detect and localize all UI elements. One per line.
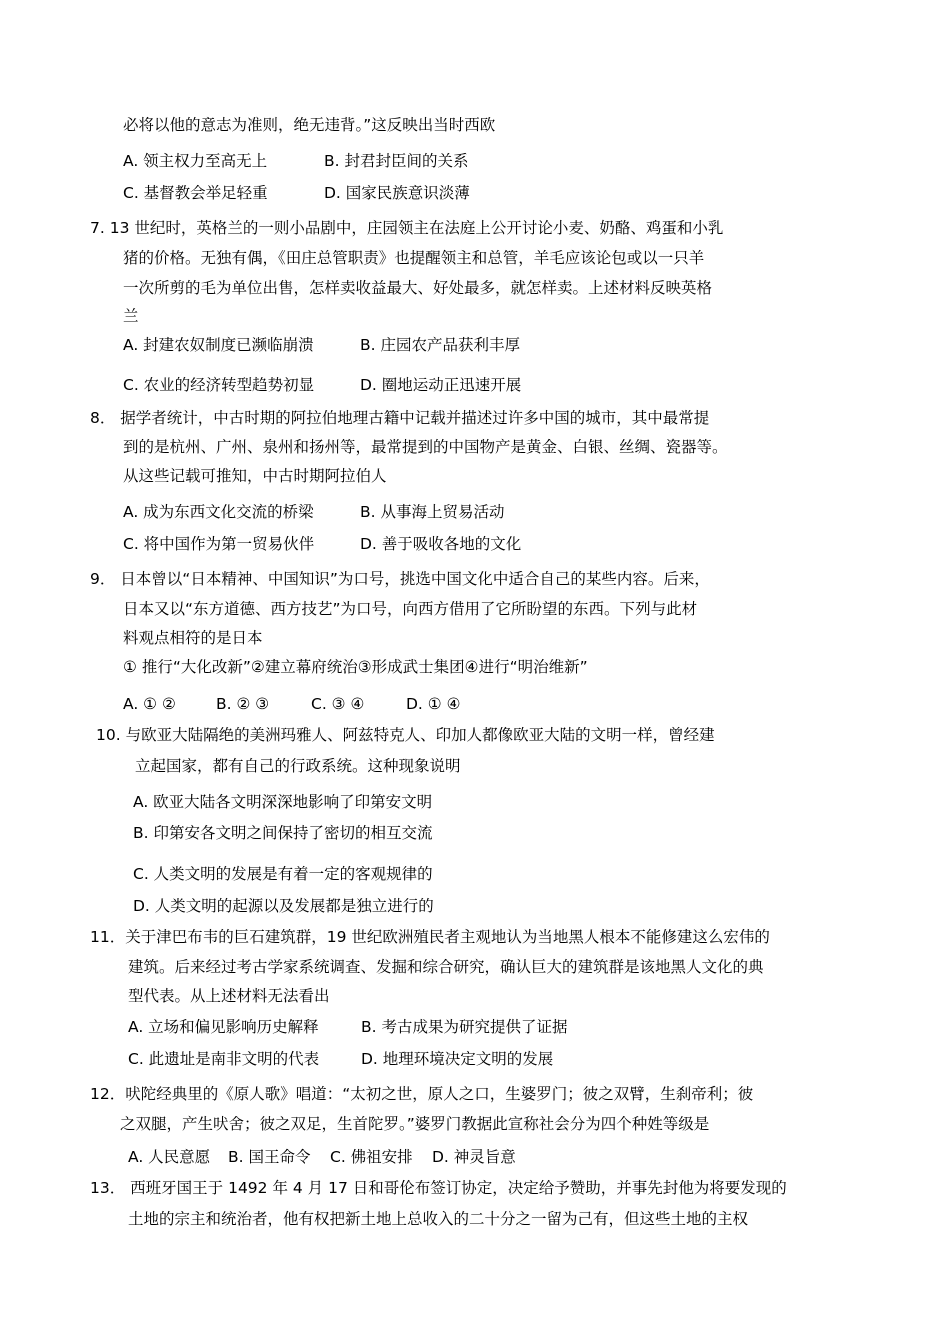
q10-option-d: D. 人类文明的起源以及发展都是独立进行的 [133, 897, 434, 915]
q8-option-c: C. 将中国作为第一贸易伙伴 [123, 535, 315, 553]
q8-stem-line-3: 从这些记载可推知，中古时期阿拉伯人 [123, 467, 387, 485]
q12-option-b: B. 国王命令 [228, 1148, 311, 1166]
q11-stem-line-1: 11．关于津巴布韦的巨石建筑群，19 世纪欧洲殖民者主观地认为当地黑人根本不能修建这么宏伟的 [90, 928, 770, 946]
q11-option-b: B. 考古成果为研究提供了证据 [361, 1018, 568, 1036]
q10-option-a: A. 欧亚大陆各文明深深地影响了印第安文明 [133, 793, 433, 811]
q11-stem-line-2: 建筑。后来经过考古学家系统调查、发掘和综合研究，确认巨大的建筑群是该地黑人文化的典 [128, 958, 764, 976]
q7-option-c: C. 农业的经济转型趋势初显 [123, 376, 315, 394]
q12-stem-line-1: 12．吠陀经典里的《原人歌》唱道：“太初之世，原人之口，生婆罗门；彼之双臂，生刹帝利；彼 [90, 1085, 754, 1103]
q6-option-b: B. 封君封臣间的关系 [324, 152, 469, 170]
q12-stem-line-2: 之双腿，产生吠舍；彼之双足，生首陀罗。”婆罗门教据此宣称社会分为四个种姓等级是 [120, 1115, 710, 1133]
q7-option-d: D. 圈地运动正迅速开展 [360, 376, 522, 394]
q6-option-d: D. 国家民族意识淡薄 [324, 184, 470, 202]
q10-stem-line-1: 10. 与欧亚大陆隔绝的美洲玛雅人、阿兹特克人、印加人都像欧亚大陆的文明一样，曾经建 [96, 726, 715, 744]
q13-stem-line-2: 土地的宗主和统治者，他有权把新土地上总收入的二十分之一留为己有，但这些土地的主权 [128, 1210, 749, 1228]
q11-option-c: C. 此遗址是南非文明的代表 [128, 1050, 320, 1068]
q7-option-a: A. 封建农奴制度已濒临崩溃 [123, 336, 314, 354]
q7-stem-line-2: 猪的价格。无独有偶，《田庄总管职责》也提醒领主和总管，羊毛应该论包或以一只羊 [123, 249, 705, 267]
q8-option-a: A. 成为东西文化交流的桥梁 [123, 503, 314, 521]
q8-option-d: D. 善于吸收各地的文化 [360, 535, 522, 553]
q9-option-a: A. ① ② [123, 695, 176, 713]
q11-option-d: D. 地理环境决定文明的发展 [361, 1050, 554, 1068]
q7-option-b: B. 庄园农产品获利丰厚 [360, 336, 520, 354]
q8-stem-line-2: 到的是杭州、广州、泉州和扬州等，最常提到的中国物产是黄金、白银、丝绸、瓷器等。 [123, 438, 728, 456]
q9-stem-line-2: 日本又以“东方道德、西方技艺”为口号，向西方借用了它所盼望的东西。下列与此材 [123, 600, 698, 618]
q10-option-c: C. 人类文明的发展是有着一定的客观规律的 [133, 865, 433, 883]
q7-stem-line-4: 兰 [123, 307, 139, 325]
q6-stem-tail: 必将以他的意志为准则，绝无违背。”这反映出当时西欧 [123, 116, 496, 134]
q10-stem-line-2: 立起国家，都有自己的行政系统。这种现象说明 [135, 757, 461, 775]
q7-stem-line-3: 一次所剪的毛为单位出售，怎样卖收益最大、好处最多，就怎样卖。上述材料反映英格 [123, 279, 713, 297]
q9-stem-line-1: 9． 日本曾以“日本精神、中国知识”为口号，挑选中国文化中适合自己的某些内容。后来， [90, 570, 710, 588]
q9-option-b: B. ② ③ [216, 695, 270, 713]
q12-option-a: A. 人民意愿 [128, 1148, 211, 1166]
q7-stem-line-1: 7. 13 世纪时，英格兰的一则小品剧中，庄园领主在法庭上公开讨论小麦、奶酪、鸡蛋和小乳 [90, 219, 724, 237]
q6-option-c: C. 基督教会举足轻重 [123, 184, 268, 202]
q11-stem-line-3: 型代表。从上述材料无法看出 [128, 987, 330, 1005]
q12-option-c: C. 佛祖安排 [330, 1148, 413, 1166]
q11-option-a: A. 立场和偏见影响历史解释 [128, 1018, 319, 1036]
q13-stem-line-1: 13． 西班牙国王于 1492 年 4 月 17 日和哥伦布签订协定，决定给予赞助，并事先封他为将要发现的 [90, 1179, 787, 1197]
q9-option-d: D. ① ④ [406, 695, 461, 713]
q9-option-c: C. ③ ④ [311, 695, 365, 713]
q9-stem-line-3: 料观点相符的是日本 [123, 629, 263, 647]
q10-option-b: B. 印第安各文明之间保持了密切的相互交流 [133, 824, 433, 842]
q12-option-d: D. 神灵旨意 [432, 1148, 516, 1166]
q8-option-b: B. 从事海上贸易活动 [360, 503, 505, 521]
q6-option-a: A. 领主权力至高无上 [123, 152, 268, 170]
q9-choice-list: ① 推行“大化改新”②建立幕府统治③形成武士集团④进行“明治维新” [123, 658, 588, 676]
q8-stem-line-1: 8． 据学者统计，中古时期的阿拉伯地理古籍中记载并描述过许多中国的城市，其中最常提 [90, 409, 710, 427]
